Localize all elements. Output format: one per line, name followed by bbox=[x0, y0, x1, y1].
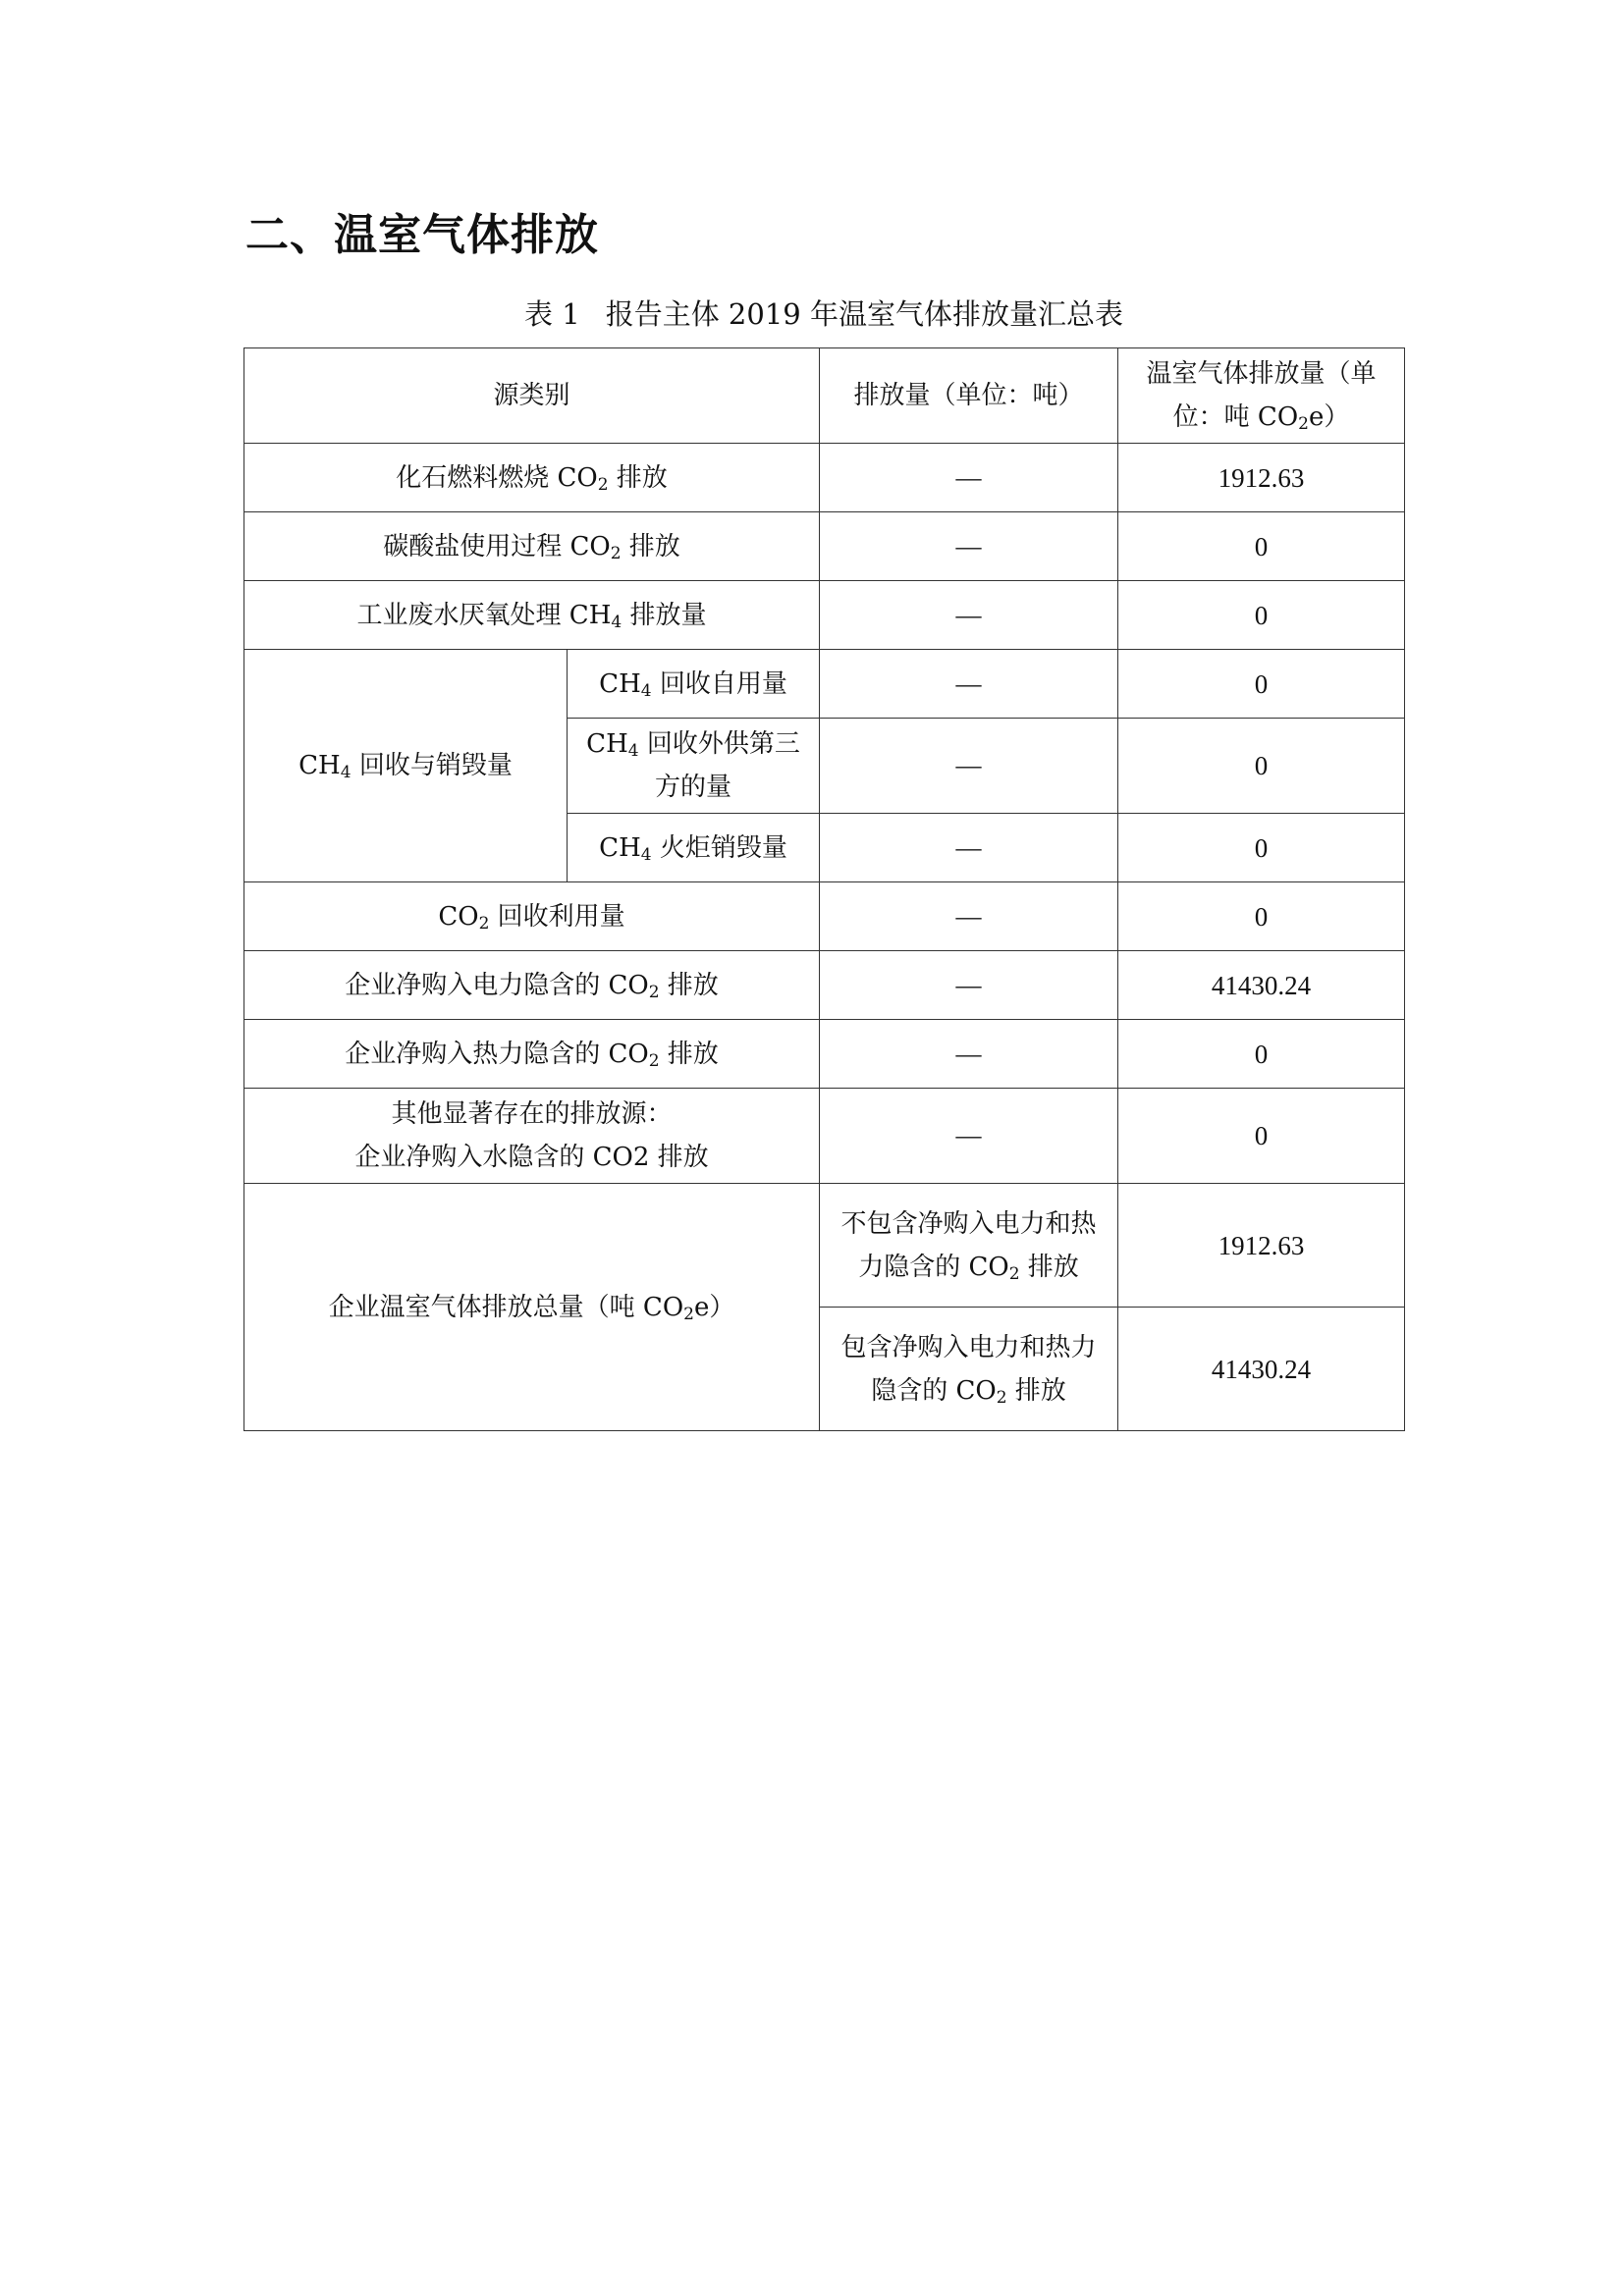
emission-amount: — bbox=[820, 882, 1118, 951]
ghg-value: 41430.24 bbox=[1118, 1308, 1405, 1431]
table-row-co2-recovery bbox=[244, 882, 1405, 951]
ghg-value: 1912.63 bbox=[1118, 444, 1405, 512]
table-row-total-excluding bbox=[244, 1184, 1405, 1308]
ghg-value: 0 bbox=[1118, 512, 1405, 581]
emission-amount: — bbox=[820, 1089, 1118, 1184]
source-label: 碳酸盐使用过程 $CO_2$ 排放 bbox=[244, 512, 820, 581]
table-row-ch4-self-use bbox=[244, 650, 1405, 719]
emission-amount: — bbox=[820, 444, 1118, 512]
ghg-value: 0 bbox=[1118, 650, 1405, 719]
table-row-fossil-fuel bbox=[244, 444, 1405, 512]
header-ghg-emission: 温室气体排放量（单 位：吨 $CO_2e$） bbox=[1118, 348, 1405, 444]
table-row-heat bbox=[244, 1020, 1405, 1089]
table-caption bbox=[244, 291, 1404, 338]
emission-amount: — bbox=[820, 581, 1118, 650]
source-label: $CO_2$ 回收利用量 bbox=[244, 882, 820, 951]
source-sublabel: $CH_4$ 火炬销毁量 bbox=[568, 814, 820, 882]
table-caption-title: 报告主体 2019 年温室气体排放量汇总表 bbox=[605, 297, 1123, 331]
ghg-value: 0 bbox=[1118, 1089, 1405, 1184]
emission-amount: — bbox=[820, 814, 1118, 882]
table-row-other bbox=[244, 1089, 1405, 1184]
ghg-value: 1912.63 bbox=[1118, 1184, 1405, 1308]
total-including-label: 包含净购入电力和热力 隐含的 $CO_2$ 排放 bbox=[820, 1308, 1118, 1431]
source-label: 企业净购入热力隐含的 $CO_2$ 排放 bbox=[244, 1020, 820, 1089]
header-source-category: 源类别 bbox=[244, 348, 820, 444]
source-label: 其他显著存在的排放源： 企业净购入水隐含的 CO2 排放 bbox=[244, 1089, 820, 1184]
source-label: 化石燃料燃烧 $CO_2$ 排放 bbox=[244, 444, 820, 512]
emission-amount: — bbox=[820, 650, 1118, 719]
ghg-value: 0 bbox=[1118, 1020, 1405, 1089]
source-sublabel: $CH_4$ 回收自用量 bbox=[568, 650, 820, 719]
total-label: 企业温室气体排放总量（吨 $CO_2e$） bbox=[244, 1184, 820, 1431]
ghg-value: 0 bbox=[1118, 719, 1405, 814]
emission-amount: — bbox=[820, 951, 1118, 1020]
ghg-value: 0 bbox=[1118, 814, 1405, 882]
emission-amount: — bbox=[820, 1020, 1118, 1089]
emissions-summary-table bbox=[244, 347, 1405, 1431]
ghg-value: 0 bbox=[1118, 581, 1405, 650]
total-excluding-label: 不包含净购入电力和热 力隐含的 $CO_2$ 排放 bbox=[820, 1184, 1118, 1308]
section-heading: 二、温室气体排放 bbox=[245, 210, 599, 260]
table-header-row bbox=[244, 348, 1405, 444]
source-label: 工业废水厌氧处理 $CH_4$ 排放量 bbox=[244, 581, 820, 650]
ghg-value: 0 bbox=[1118, 882, 1405, 951]
ch4-recovery-group-label: $CH_4$ 回收与销毁量 bbox=[244, 650, 568, 882]
table-row-carbonate bbox=[244, 512, 1405, 581]
source-sublabel: $CH_4$ 回收外供第三 方的量 bbox=[568, 719, 820, 814]
ghg-value: 41430.24 bbox=[1118, 951, 1405, 1020]
emission-amount: — bbox=[820, 719, 1118, 814]
header-emission-amount: 排放量（单位：吨） bbox=[820, 348, 1118, 444]
table-caption-label: 表 1 bbox=[524, 297, 580, 331]
table-row-electricity bbox=[244, 951, 1405, 1020]
source-label: 企业净购入电力隐含的 $CO_2$ 排放 bbox=[244, 951, 820, 1020]
emission-amount: — bbox=[820, 512, 1118, 581]
table-row-wastewater bbox=[244, 581, 1405, 650]
